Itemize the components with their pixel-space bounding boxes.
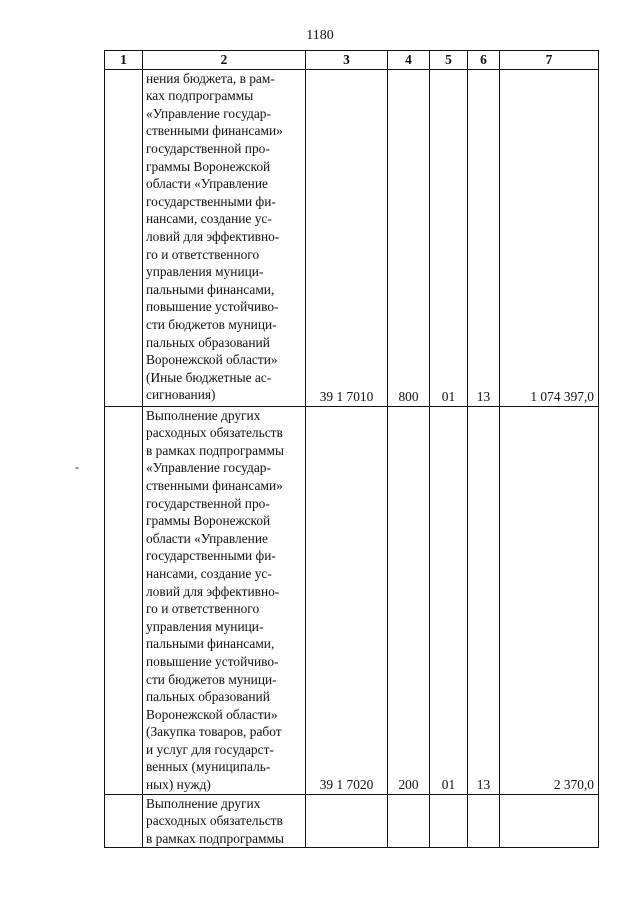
header-cell: 1 [105,51,143,70]
row-number-cell [105,69,143,406]
row-number-cell [105,794,143,848]
amount-cell: 1 074 397,0 [500,69,599,406]
expense-type-cell: 800 [388,69,430,406]
margin-mark: - [75,460,79,474]
table-header-row [105,51,599,70]
subsection-cell: 13 [468,69,500,406]
header-cell: 5 [430,51,468,70]
header-cell: 7 [500,51,599,70]
description-cell: Выполнение других расходных обязательств в рамках подпрограммы «Управление государ- ственными финансами» государственной про- граммы Воронежской области «Управление государственными фи- нансами, создание ус- ловий для эффективно- го и ответственного управления муници- пальными финансами, повышение устойчиво- сти бюджетов муници- пальных образований Воронежской области» (Закупка товаров, работ и услуг для государст- венных (муниципаль- ных) нужд) [143,406,306,794]
subsection-cell: 13 [468,406,500,794]
page-number: 1180 [306,28,334,43]
table-row [105,794,599,848]
budget-table [104,50,599,848]
description-cell: Выполнение других расходных обязательств в рамках подпрограммы [143,794,306,848]
header-cell: 6 [468,51,500,70]
amount-cell [500,794,599,848]
amount-cell: 2 370,0 [500,406,599,794]
target-code-cell [306,794,388,848]
header-cell: 2 [143,51,306,70]
header-cell: 3 [306,51,388,70]
target-code-cell: 39 1 7010 [306,69,388,406]
subsection-cell [468,794,500,848]
table-row [105,406,599,794]
description-cell: нения бюджета, в рам- ках подпрограммы «Управление государ- ственными финансами» государственной про- граммы Воронежской области «Управление государственными фи- нансами, создание ус- ловий для эффективно- го и ответственного управления муници- пальными финансами, повышение устойчиво- сти бюджетов муници- пальных образований Воронежской области» (Иные бюджетные ас- сигнования) [143,69,306,406]
expense-type-cell [388,794,430,848]
row-number-cell [105,406,143,794]
section-cell [430,794,468,848]
target-code-cell: 39 1 7020 [306,406,388,794]
header-cell: 4 [388,51,430,70]
section-cell: 01 [430,69,468,406]
table-row [105,69,599,406]
expense-type-cell: 200 [388,406,430,794]
section-cell: 01 [430,406,468,794]
